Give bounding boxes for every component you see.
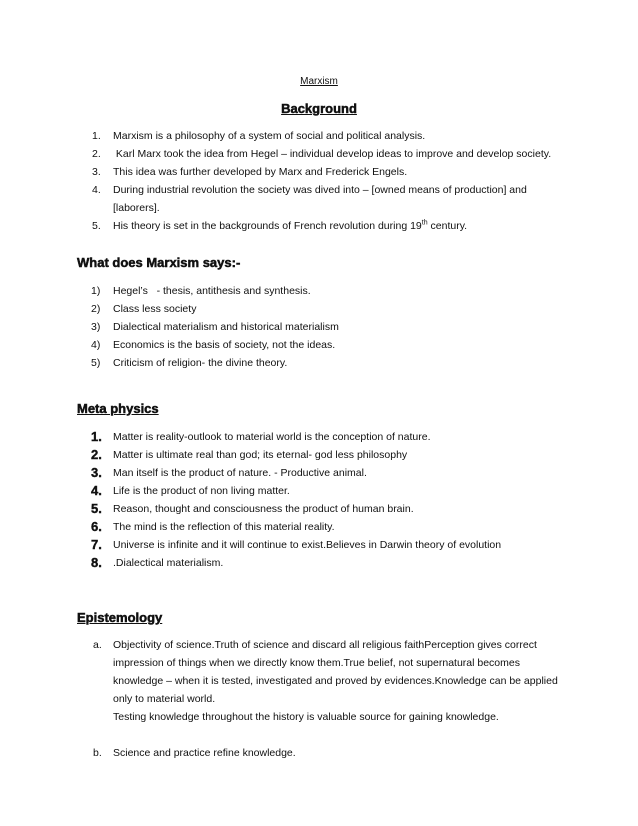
item-text: Class less society: [113, 303, 197, 315]
list-item: [0, 636, 638, 744]
list-item: [0, 127, 638, 145]
what-marxism-says-heading: What does Marxism says:-: [77, 255, 241, 270]
background-list: [0, 127, 638, 235]
list-item: [0, 482, 638, 500]
item-text: Dialectical materialism and historical materialism: [113, 321, 339, 333]
item-number: 7.: [91, 537, 102, 552]
item-text: Man itself is the product of nature. - Productive animal.: [113, 467, 367, 479]
item-number: 5): [91, 357, 101, 369]
item-number: 5.: [92, 220, 101, 232]
item-text: .Dialectical materialism.: [113, 557, 224, 569]
item-text: Matter is ultimate real than god; its eternal- god less philosophy: [113, 449, 408, 461]
list-item: [0, 536, 638, 554]
item-number: 5.: [91, 501, 102, 516]
paragraph-line: Testing knowledge throughout the history is valuable source for gaining knowledge.: [113, 711, 499, 723]
list-item: [0, 446, 638, 464]
list-item: [0, 464, 638, 482]
list-item: [0, 428, 638, 446]
list-item: [0, 518, 638, 536]
item-number: 4.: [92, 184, 101, 196]
item-text: Karl Marx took the idea from Hegel – individual develop ideas to improve and develop society.: [113, 148, 552, 160]
paragraph-line: only to material world.: [113, 693, 216, 705]
meta-physics-list: [0, 428, 638, 572]
paragraph-line: Objectivity of science.Truth of science and discard all religious faithPerception gives correct: [113, 639, 537, 651]
background-heading: Background: [281, 101, 357, 116]
list-item: [0, 318, 638, 336]
superscript: th: [421, 219, 428, 227]
item-text: During industrial revolution the society was dived into – [owned means of production] and [laborers].: [113, 184, 527, 214]
item-number: 3.: [92, 166, 101, 178]
item-number: 1.: [92, 130, 101, 142]
what-marxism-says-list: [0, 282, 638, 372]
item-text: This idea was further developed by Marx and Frederick Engels.: [113, 166, 408, 178]
item-text: Life is the product of non living matter.: [113, 485, 290, 497]
item-text: Economics is the basis of society, not the ideas.: [113, 339, 336, 351]
paragraph-line: knowledge – when it is tested, investigated and proved by evidences.Knowledge can be applied: [113, 675, 558, 687]
item-number: 3): [91, 321, 101, 333]
meta-physics-heading: Meta physics: [77, 401, 159, 416]
item-number: a.: [93, 639, 102, 651]
item-number: b.: [93, 747, 102, 759]
item-text: The mind is the reflection of this material reality.: [113, 521, 335, 533]
item-number: 4): [91, 339, 101, 351]
list-item: [0, 282, 638, 300]
item-text: Reason, thought and consciousness the product of human brain.: [113, 503, 414, 515]
epistemology-heading: Epistemology: [77, 610, 163, 625]
item-number: 3.: [91, 465, 102, 480]
paragraph-line: impression of things when we directly know them.True belief, not supernatural becomes: [113, 657, 520, 669]
item-number: 2.: [92, 148, 101, 160]
spacer: [113, 726, 568, 744]
paragraph-line: Science and practice refine knowledge.: [113, 747, 296, 759]
list-item: [0, 554, 638, 572]
list-item: [0, 500, 638, 518]
item-number: 4.: [91, 483, 102, 498]
item-text: century.: [427, 220, 468, 232]
item-number: 2.: [91, 447, 102, 462]
item-text: Hegel’s - thesis, antithesis and synthesis.: [113, 285, 311, 297]
list-item: [0, 163, 638, 181]
item-text: Matter is reality-outlook to material world is the conception of nature.: [113, 431, 431, 443]
item-text: Criticism of religion- the divine theory.: [113, 357, 288, 369]
item-number: 1.: [91, 429, 102, 444]
list-item: [0, 217, 638, 235]
item-text: Universe is infinite and it will continue to exist.Believes in Darwin theory of evolution: [113, 539, 502, 551]
document-title: Marxism: [300, 76, 338, 87]
item-number: 6.: [91, 519, 102, 534]
list-item: [0, 354, 638, 372]
list-item: [0, 300, 638, 318]
item-number: 1): [91, 285, 101, 297]
list-item: [0, 336, 638, 354]
item-number: 2): [91, 303, 101, 315]
list-item: [0, 744, 638, 762]
epistemology-list: [0, 636, 638, 762]
item-number: 8.: [91, 555, 102, 570]
list-item: [0, 145, 638, 163]
item-text: Marxism is a philosophy of a system of social and political analysis.: [113, 130, 426, 142]
list-item: [0, 181, 638, 217]
item-text: His theory is set in the backgrounds of French revolution during 19: [113, 220, 422, 232]
